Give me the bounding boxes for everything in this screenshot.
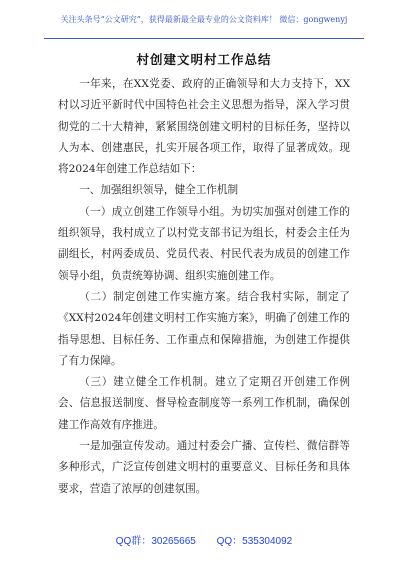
paragraph-item-4: 一是加强宣传发动。通过村委会广播、宣传栏、微信群等多种形式，广泛宣传创建文明村的重要意义、目标任务和具体要求，营造了浓厚的创建氛围。	[58, 440, 350, 495]
section-heading: 一、加强组织领导，健全工作机制	[79, 184, 239, 197]
paragraph-item-1: （一）成立创建工作领导小组。为切实加强对创建工作的组织领导，我村成立了以村党支部书记为组长，村委会主任为副组长，村两委成员、党员代表、村民代表为成员的创建工作领导小组，负责统筹协调、组织实施创建工作。	[58, 205, 350, 282]
document-title: 村创建文明村工作总结	[136, 52, 272, 67]
header-divider	[44, 38, 364, 39]
qq-link[interactable]: QQ：535304092	[216, 536, 293, 547]
paragraph-item-3: （三）建立健全工作机制。建立了定期召开创建工作例会、信息报送制度、督导检查制度等一系列工作机制，确保创建工作高效有序推进。	[58, 376, 350, 431]
qq-group-link[interactable]: QQ群：30265665	[115, 536, 196, 547]
header-notice: 关注头条号“公文研究”，获得最新最全最专业的公文资料库！ 微信：gongwenyj	[60, 15, 348, 24]
paragraph-item-2: （二）制定创建工作实施方案。结合我村实际，制定了《XX村2024年创建文明村工作实施方案》，明确了创建工作的指导思想、目标任务、工作重点和保障措施，为创建工作提供了有力保障。	[58, 290, 350, 367]
document-body	[58, 74, 350, 500]
footer-contact	[0, 532, 408, 547]
paragraph-intro: 一年来，在XX党委、政府的正确领导和大力支持下，XX村以习近平新时代中国特色社会主义思想为指导，深入学习贯彻党的二十大精神，紧紧围绕创建文明村的目标任务，坚持以人为本、创建惠民，扎实开展各项工作，取得了显著成效。现将2024年创建工作总结如下：	[58, 78, 350, 176]
